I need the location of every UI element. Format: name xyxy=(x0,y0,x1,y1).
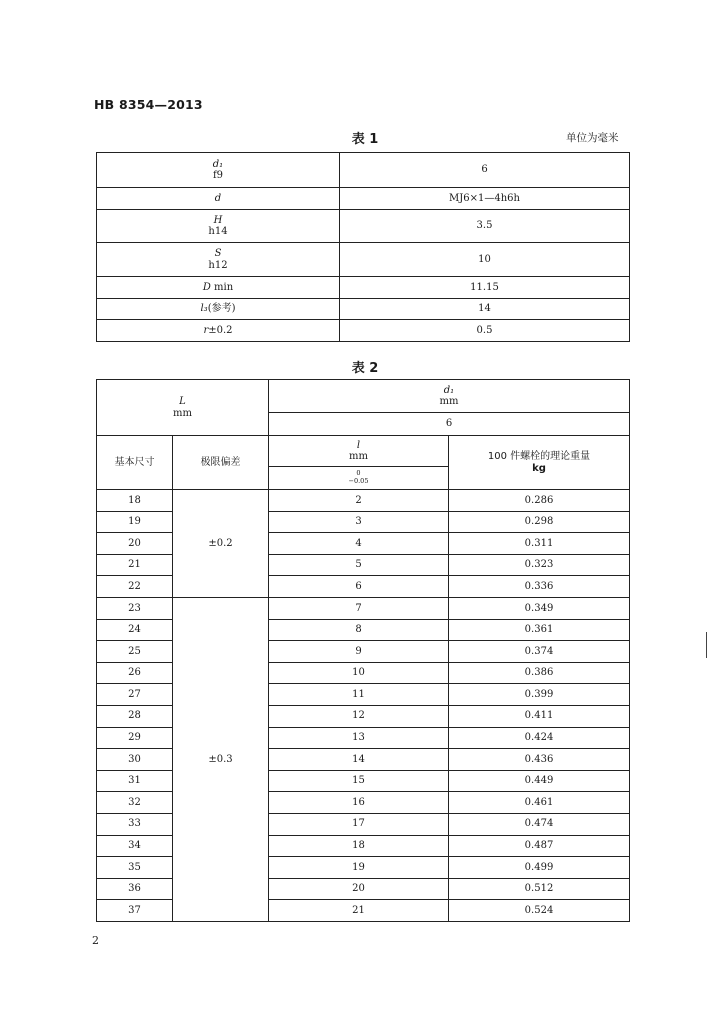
param-symbol: d₁ xyxy=(212,158,224,170)
table2-header-row xyxy=(97,380,630,413)
param-tolerance: h14 xyxy=(208,226,228,237)
basic-size-cell: 27 xyxy=(97,684,173,706)
l-value-cell: 9 xyxy=(269,641,449,663)
table1-title: 表 1 xyxy=(351,132,379,147)
l-value-cell: 7 xyxy=(269,597,449,619)
table1 xyxy=(96,152,630,342)
table-row xyxy=(97,490,630,512)
l-value-cell: 14 xyxy=(269,749,449,771)
weight-cell: 0.424 xyxy=(449,727,630,749)
basic-size-cell: 31 xyxy=(97,770,173,792)
basic-size-cell: 22 xyxy=(97,576,173,598)
basic-size-cell: 19 xyxy=(97,511,173,533)
l-tolerance xyxy=(269,467,449,490)
param-cell xyxy=(97,299,340,320)
l-tolerance-lower: −0.05 xyxy=(348,477,369,485)
value-cell: 6 xyxy=(340,153,630,188)
basic-size-cell: 32 xyxy=(97,792,173,814)
d1-unit: mm xyxy=(439,396,459,407)
table1-row xyxy=(97,243,630,277)
value-cell: 10 xyxy=(340,243,630,277)
limit-deviation-cell: ±0.2 xyxy=(173,490,269,598)
limit-deviation-header: 极限偏差 xyxy=(173,436,269,490)
weight-unit: kg xyxy=(532,462,546,474)
basic-size-cell: 21 xyxy=(97,554,173,576)
weight-cell: 0.286 xyxy=(449,490,630,512)
weight-cell: 0.399 xyxy=(449,684,630,706)
weight-cell: 0.512 xyxy=(449,878,630,900)
weight-cell: 0.499 xyxy=(449,857,630,879)
weight-cell: 0.524 xyxy=(449,900,630,922)
d1-header xyxy=(269,380,630,413)
param-tolerance: h12 xyxy=(208,259,228,271)
unit-note: 单位为毫米 xyxy=(566,132,619,144)
l-value-cell: 19 xyxy=(269,857,449,879)
l-value-cell: 2 xyxy=(269,490,449,512)
l-unit: mm xyxy=(349,451,368,462)
l-value-cell: 16 xyxy=(269,792,449,814)
l-value-cell: 20 xyxy=(269,878,449,900)
weight-cell: 0.461 xyxy=(449,792,630,814)
param-symbol: d xyxy=(214,192,222,204)
param-symbol: l₃ xyxy=(200,303,208,315)
l-header xyxy=(269,436,449,467)
table1-row xyxy=(97,210,630,243)
value-cell: 11.15 xyxy=(340,277,630,299)
value-cell: 0.5 xyxy=(340,320,630,342)
param-tolerance: min xyxy=(214,281,234,293)
table1-row xyxy=(97,299,630,320)
limit-deviation-cell: ±0.3 xyxy=(173,597,269,921)
value-cell: 3.5 xyxy=(340,210,630,243)
basic-size-cell: 34 xyxy=(97,835,173,857)
param-cell xyxy=(97,210,340,243)
page-number: 2 xyxy=(92,934,99,947)
margin-mark xyxy=(706,632,707,658)
value-cell: MJ6×1—4h6h xyxy=(340,188,630,210)
weight-cell: 0.336 xyxy=(449,576,630,598)
l-tolerance-upper: 0 xyxy=(356,469,361,478)
basic-size-cell: 30 xyxy=(97,749,173,771)
table2-title: 表 2 xyxy=(351,361,379,376)
weight-cell: 0.474 xyxy=(449,813,630,835)
weight-label: 100 件螺栓的理论重量 xyxy=(487,451,591,462)
basic-size-cell: 33 xyxy=(97,813,173,835)
basic-size-cell: 24 xyxy=(97,619,173,641)
table1-row xyxy=(97,277,630,299)
l-value-cell: 8 xyxy=(269,619,449,641)
l-value-cell: 3 xyxy=(269,511,449,533)
l-value-cell: 11 xyxy=(269,684,449,706)
param-cell xyxy=(97,153,340,188)
weight-cell: 0.411 xyxy=(449,705,630,727)
l-value-cell: 6 xyxy=(269,576,449,598)
weight-cell: 0.361 xyxy=(449,619,630,641)
table-row xyxy=(97,597,630,619)
param-cell xyxy=(97,188,340,210)
l-value-cell: 21 xyxy=(269,900,449,922)
param-tolerance: f9 xyxy=(212,170,224,181)
table2-body xyxy=(97,490,630,922)
param-symbol: D xyxy=(202,281,211,293)
weight-cell: 0.374 xyxy=(449,641,630,663)
param-symbol: H xyxy=(213,214,223,226)
l-value-cell: 13 xyxy=(269,727,449,749)
weight-header xyxy=(449,436,630,490)
L-symbol: L xyxy=(179,396,186,407)
weight-cell: 0.298 xyxy=(449,511,630,533)
value-cell: 14 xyxy=(340,299,630,320)
table1-row xyxy=(97,153,630,188)
d1-value: 6 xyxy=(269,413,630,436)
table1-row xyxy=(97,188,630,210)
L-header xyxy=(97,380,269,436)
basic-size-cell: 20 xyxy=(97,533,173,555)
l-value-cell: 10 xyxy=(269,662,449,684)
table1-row xyxy=(97,320,630,342)
param-cell xyxy=(97,243,340,277)
l-value-cell: 17 xyxy=(269,813,449,835)
param-symbol: S xyxy=(214,248,222,259)
weight-cell: 0.436 xyxy=(449,749,630,771)
param-cell xyxy=(97,320,340,342)
l-value-cell: 5 xyxy=(269,554,449,576)
basic-size-cell: 25 xyxy=(97,641,173,663)
basic-size-cell: 18 xyxy=(97,490,173,512)
param-tolerance: ±0.2 xyxy=(208,324,233,336)
l-value-cell: 4 xyxy=(269,533,449,555)
basic-size-header: 基本尺寸 xyxy=(97,436,173,490)
d1-symbol: d₁ xyxy=(443,384,455,396)
l-value-cell: 12 xyxy=(269,705,449,727)
basic-size-cell: 26 xyxy=(97,662,173,684)
weight-cell: 0.449 xyxy=(449,770,630,792)
basic-size-cell: 36 xyxy=(97,878,173,900)
l-value-cell: 15 xyxy=(269,770,449,792)
table2-header-row xyxy=(97,436,630,467)
basic-size-cell: 37 xyxy=(97,900,173,922)
basic-size-cell: 29 xyxy=(97,727,173,749)
basic-size-cell: 35 xyxy=(97,857,173,879)
l-symbol: l xyxy=(356,439,361,451)
weight-cell: 0.386 xyxy=(449,662,630,684)
basic-size-cell: 28 xyxy=(97,705,173,727)
weight-cell: 0.349 xyxy=(449,597,630,619)
param-tolerance: (参考) xyxy=(207,303,236,315)
l-value-cell: 18 xyxy=(269,835,449,857)
weight-cell: 0.311 xyxy=(449,533,630,555)
param-symbol: r xyxy=(203,324,209,336)
weight-cell: 0.323 xyxy=(449,554,630,576)
param-cell xyxy=(97,277,340,299)
table2 xyxy=(96,379,630,922)
weight-cell: 0.487 xyxy=(449,835,630,857)
basic-size-cell: 23 xyxy=(97,597,173,619)
L-unit: mm xyxy=(173,407,192,419)
document-code: HB 8354—2013 xyxy=(94,97,203,112)
